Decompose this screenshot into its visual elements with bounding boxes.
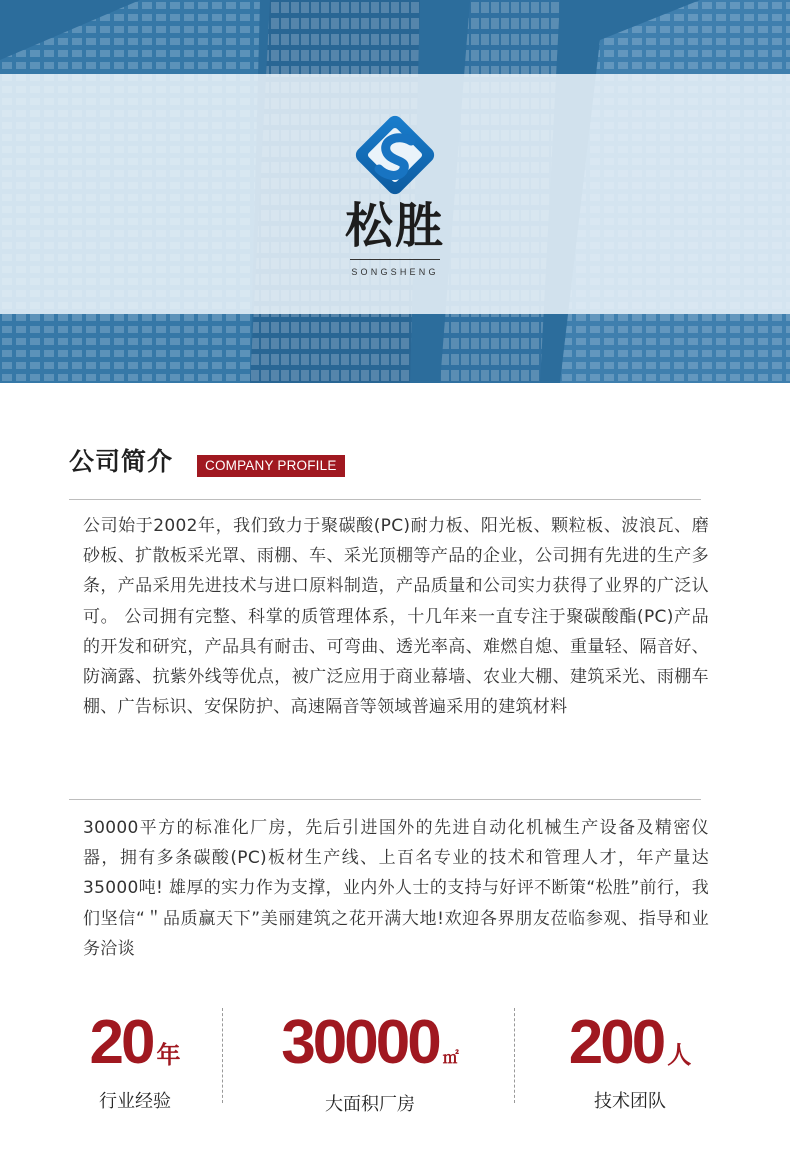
- songsheng-logo-icon: [351, 111, 439, 199]
- capacity-paragraph: 30000平方的标准化厂房，先后引进国外的先进自动化机械生产设备及精密仪器，拥有多条碳酸(PC)板材生产线、上百名专业的技术和管理人才，年产量达35000吨! 雄厚的实力作为支撑，业内外人士的支持与好评不断策“松胜”前行，我们坚信“＂品质赢天下”美丽建筑之花开满大地!欢迎各界朋友莅临参观、指导和业务洽谈: [83, 818, 709, 959]
- stat-divider: [222, 1008, 223, 1103]
- stat-label: 行业经验: [99, 1091, 171, 1112]
- stat-label: 技术团队: [594, 1091, 666, 1112]
- section-badge: COMPANY PROFILE: [197, 455, 345, 477]
- stat-value: 20 年: [89, 1008, 181, 1077]
- stat-factory-area: [240, 1008, 500, 1115]
- brand-name-en: SONGSHENG: [351, 267, 439, 277]
- stat-experience: [60, 1008, 210, 1112]
- intro-paragraph: 公司始于2002年，我们致力于聚碳酸(PC)耐力板、阳光板、颗粒板、波浪瓦、磨砂板、扩散板采光罩、雨棚、车、采光顶棚等产品的企业，公司拥有先进的生产多条，产品采用先进技术与进口原料制造，产品质量和公司实力获得了业界的广泛认可。 公司拥有完整、科掌的质管理体系，十几年来一直专注于聚碳酸酯(PC)产品的开发和研究，产品具有耐击、可弯曲、透光率高、难燃自熄、重量轻、隔音好、防滴露、抗紫外线等优点，被广泛应用于商业幕墙、农业大棚、建筑采光、雨棚车棚、广告标识、安保防护、高速隔音等领域普遍采用的建筑材料: [83, 516, 709, 718]
- brand-name-cn: 松胜: [344, 198, 445, 254]
- stat-unit: ㎡: [442, 1050, 459, 1067]
- section-title: 公司简介: [69, 447, 174, 476]
- stat-label: 大面积厂房: [325, 1094, 415, 1115]
- stat-value: 200 人: [568, 1008, 692, 1077]
- stat-unit: 人: [667, 1042, 692, 1069]
- hero-banner: [0, 0, 790, 383]
- stat-team: [545, 1008, 715, 1112]
- stat-value: 30000 ㎡: [281, 1008, 459, 1077]
- divider-top: [69, 499, 701, 500]
- divider-middle: [69, 799, 701, 800]
- stat-unit: 年: [156, 1042, 181, 1069]
- stat-divider: [514, 1008, 515, 1103]
- brand-divider: [350, 259, 440, 260]
